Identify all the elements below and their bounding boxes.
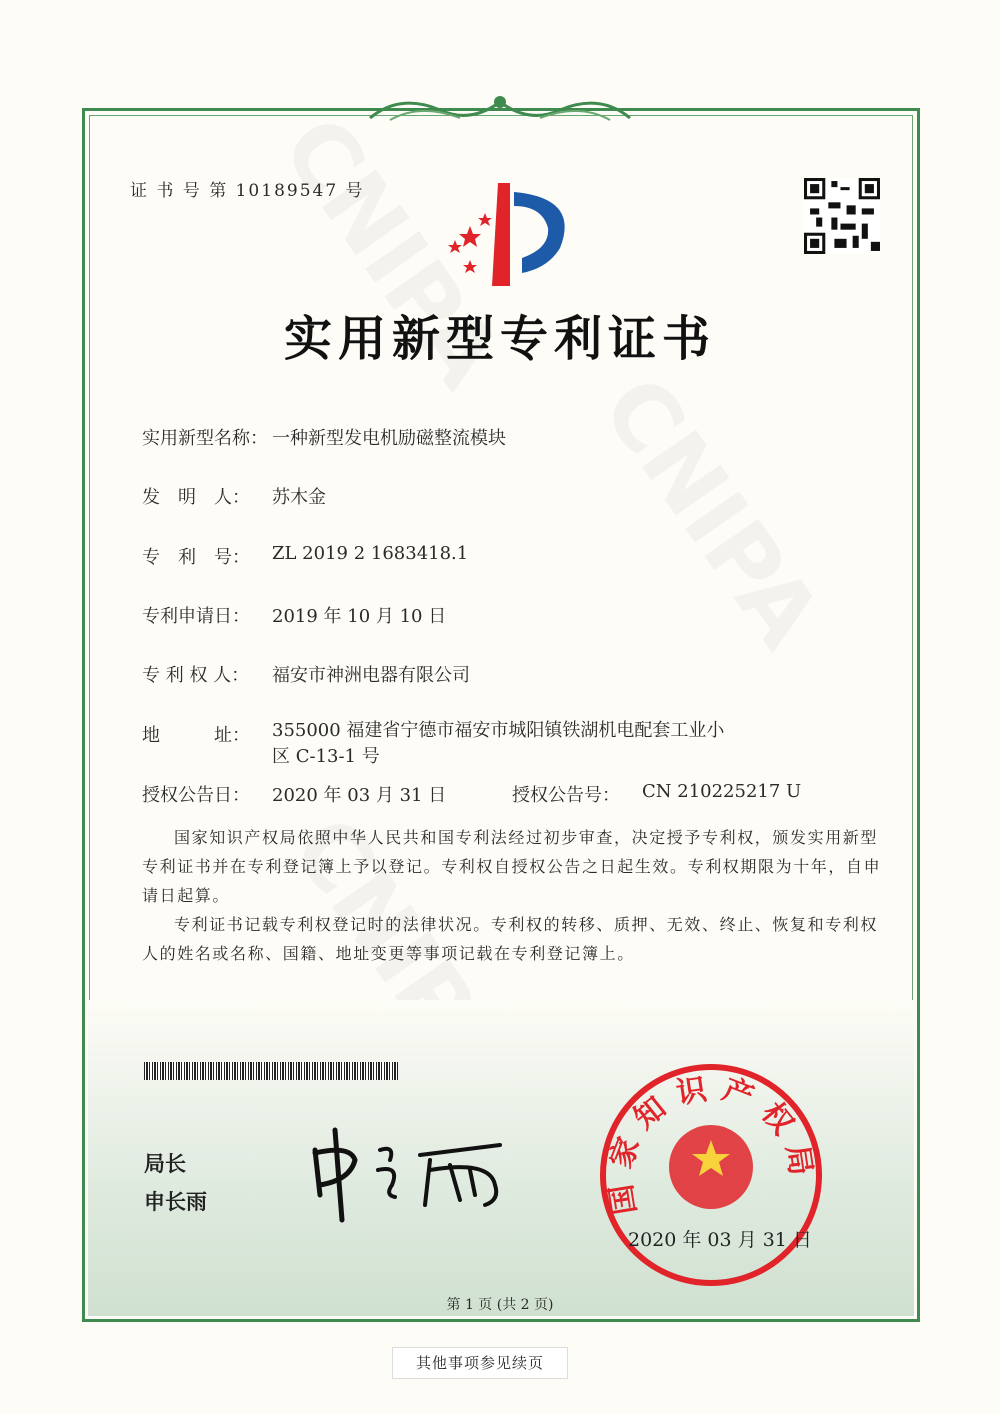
field-label: 授权公告号： (512, 785, 620, 806)
field-inventor (142, 483, 326, 509)
official-seal-icon (598, 1062, 824, 1288)
field-label: 专 利 权 人： (142, 665, 250, 686)
field-label: 实用新型名称： (142, 428, 268, 449)
field-label: 地 址： (142, 725, 250, 746)
statement-paragraph: 专利证书记载专利权登记时的法律状况。专利权的转移、质押、无效、终止、恢复和专利权人的姓名或名称、国籍、地址变更等事项记载在专利登记簿上。 (142, 915, 879, 963)
page-title: 实用新型专利证书 (283, 311, 716, 367)
director-title: 局长 (144, 1152, 186, 1176)
field-label: 专 利 号： (142, 547, 250, 568)
field-address (142, 721, 724, 770)
barcode (144, 1062, 398, 1080)
field-application-date (142, 602, 446, 628)
field-value: 苏木金 (272, 487, 326, 508)
field-grant-date (142, 781, 446, 807)
field-value: 福安市神洲电器有限公司 (272, 665, 470, 686)
statement-paragraph: 国家知识产权局依照中华人民共和国专利法经过初步审查，决定授予专利权，颁发实用新型专利证书并在专利登记簿上予以登记。专利权自授权公告之日起生效。专利权期限为十年，自申请日起算。 (142, 828, 882, 905)
field-utility-model-name (142, 424, 506, 450)
field-label: 授权公告日： (142, 785, 250, 806)
qr-code-icon (804, 178, 880, 254)
field-value: ZL 2019 2 1683418.1 (272, 543, 469, 564)
field-value: 2019 年 10 月 10 日 (272, 606, 447, 627)
certificate-number: 证 书 号 第 10189547 号 (130, 181, 365, 201)
field-value: 2020 年 03 月 31 日 (272, 785, 447, 806)
field-value: 355000 福建省宁德市福安市城阳镇铁湖机电配套工业小 (272, 720, 725, 741)
field-label: 发 明 人： (142, 487, 250, 508)
cnipa-logo-icon (430, 178, 580, 288)
ornament-icon (360, 88, 640, 132)
continued-note: 其他事项参见续页 (392, 1347, 568, 1379)
director-name: 申长雨 (144, 1190, 207, 1214)
seal-date: 2020 年 03 月 31 日 (628, 1229, 812, 1251)
field-value: CN 210225217 U (642, 781, 802, 802)
field-patentee (142, 661, 470, 687)
field-grant-number (512, 781, 801, 807)
field-value-line2: 区 C-13-1 号 (272, 746, 380, 767)
field-value: 一种新型发电机励磁整流模块 (272, 428, 506, 449)
field-label: 专利申请日： (142, 606, 250, 627)
seal-text: 国家知识产权局 (602, 1070, 820, 1217)
field-patent-number (142, 543, 468, 569)
page-indicator: 第 1 页 (共 2 页) (446, 1297, 554, 1313)
signature-icon (300, 1125, 520, 1225)
